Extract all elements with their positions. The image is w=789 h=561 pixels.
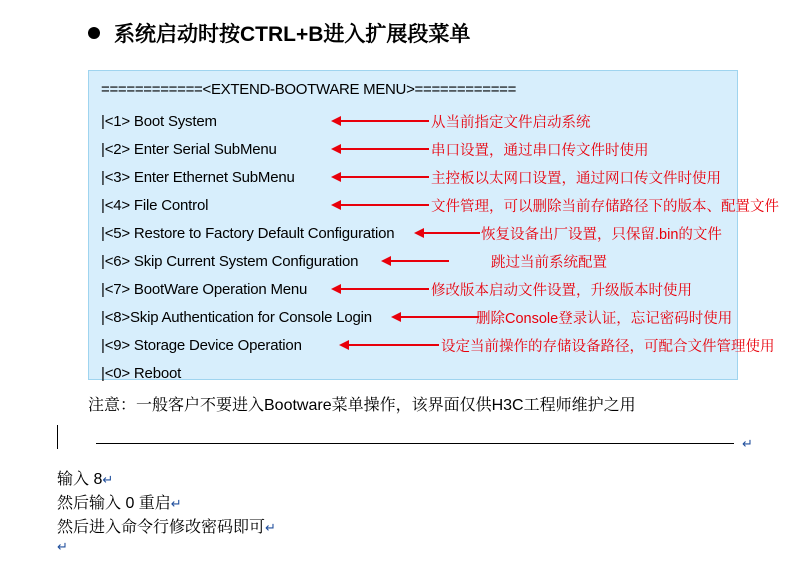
pointer-arrow-icon: [331, 171, 429, 183]
menu-item-note: 文件管理，可以删除当前存储路径下的版本、配置文件: [431, 198, 779, 215]
menu-item-note: 从当前指定文件启动系统: [431, 114, 591, 131]
menu-item-row[interactable]: [101, 135, 737, 163]
instruction-line-4: [57, 538, 68, 556]
instruction-line-3-text: 然后进入命令行修改密码即可: [57, 519, 266, 536]
menu-item-note: 设定当前操作的存储设备路径，可配合文件管理使用: [441, 338, 775, 355]
paragraph-mark: ↵: [170, 496, 182, 511]
menu-item-row[interactable]: [101, 359, 737, 387]
menu-item-note: 跳过当前系统配置: [491, 254, 607, 271]
menu-title: ============<EXTEND-BOOTWARE MENU>============: [101, 81, 517, 98]
paragraph-mark: ↵: [265, 520, 276, 535]
pointer-arrow-icon: [391, 311, 479, 323]
menu-item-note: 主控板以太网口设置，通过网口传文件时使用: [431, 170, 721, 187]
paragraph-mark: ↵: [742, 436, 753, 451]
menu-item-row[interactable]: [101, 331, 775, 359]
menu-option-label: |<6> Skip Current System Configuration: [101, 252, 359, 270]
menu-option-label: |<7> BootWare Operation Menu: [101, 280, 308, 298]
menu-option-label: |<1> Boot System: [101, 112, 217, 130]
menu-option-label: |<8>Skip Authentication for Console Login: [101, 308, 372, 326]
menu-option-label: |<5> Restore to Factory Default Configuration: [101, 224, 395, 242]
pointer-arrow-icon: [331, 283, 429, 295]
menu-item-row[interactable]: [101, 107, 737, 135]
menu-item-note: 删除Console登录认证，忘记密码时使用: [476, 310, 733, 327]
instruction-line-1-text: 输入 8: [57, 471, 103, 488]
text-cursor: [57, 425, 58, 449]
bullet-icon: [88, 27, 100, 39]
menu-item-note: 串口设置，通过串口传文件时使用: [431, 142, 649, 159]
paragraph-mark: ↵: [102, 472, 114, 487]
pointer-arrow-icon: [331, 143, 429, 155]
menu-item-row[interactable]: [101, 275, 737, 303]
instruction-line-2: [57, 490, 182, 513]
menu-item-note: 恢复设备出厂设置，只保留.bin的文件: [481, 226, 722, 243]
menu-option-label: |<2> Enter Serial SubMenu: [101, 140, 277, 158]
pointer-arrow-icon: [331, 115, 429, 127]
menu-item-list: [101, 107, 779, 387]
pointer-arrow-icon: [381, 255, 449, 267]
instruction-line-1: [57, 466, 113, 489]
pointer-arrow-icon: [414, 227, 480, 239]
menu-item-row[interactable]: [101, 247, 737, 275]
bootware-menu-box: [88, 70, 779, 382]
instruction-line-3: [57, 514, 276, 537]
instruction-line-2-text: 然后输入 0 重启: [57, 495, 171, 512]
menu-item-row[interactable]: [101, 163, 737, 191]
paragraph-mark: ↵: [57, 539, 68, 554]
pointer-arrow-icon: [331, 199, 429, 211]
menu-item-note: 修改版本启动文件设置，升级版本时使用: [431, 282, 692, 299]
pointer-arrow-icon: [339, 339, 439, 351]
menu-option-label: |<0> Reboot: [101, 364, 182, 382]
menu-option-label: |<3> Enter Ethernet SubMenu: [101, 168, 295, 186]
menu-item-row[interactable]: [101, 191, 779, 219]
menu-item-row[interactable]: [101, 219, 737, 247]
menu-caption: 注意：一般客户不要进入Bootware菜单操作，该界面仅供H3C工程师维护之用: [88, 397, 636, 414]
menu-option-label: |<9> Storage Device Operation: [101, 336, 302, 354]
horizontal-divider: [96, 443, 734, 444]
page-title: [88, 18, 470, 48]
menu-item-row[interactable]: [101, 303, 737, 331]
menu-option-label: |<4> File Control: [101, 196, 209, 214]
page-title-text: 系统启动时按CTRL+B进入扩展段菜单: [114, 23, 471, 46]
